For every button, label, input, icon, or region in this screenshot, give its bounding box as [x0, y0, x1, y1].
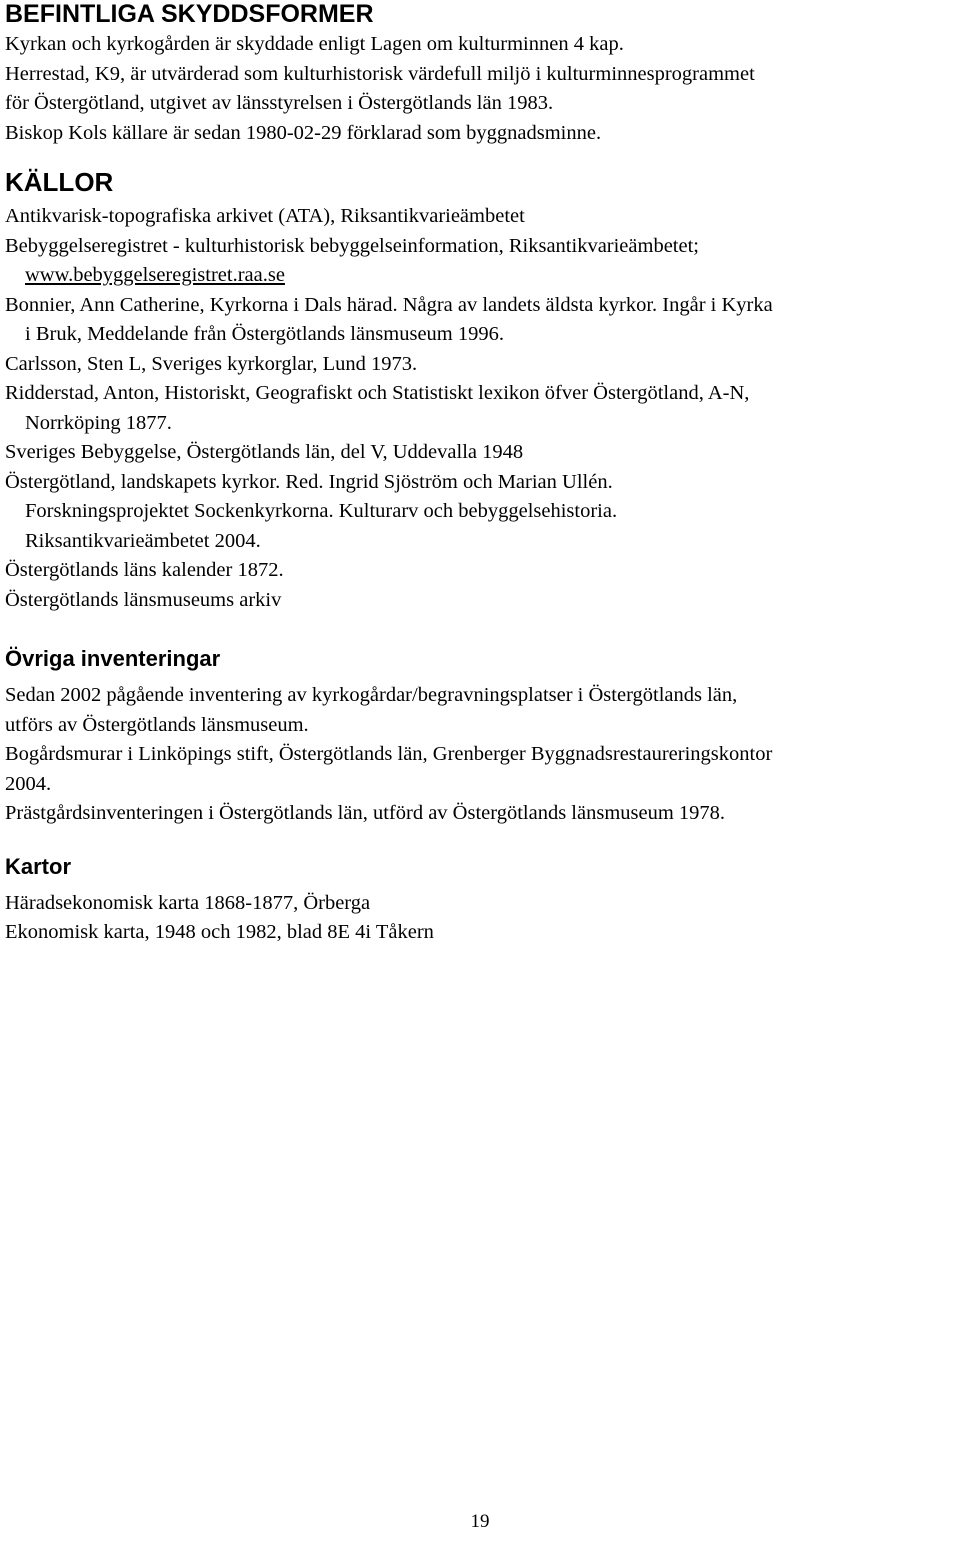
heading-ovriga-inventeringar: Övriga inventeringar [5, 646, 221, 671]
source-lans-kalender: Östergötlands läns kalender 1872. [5, 559, 284, 581]
heading-kallor: KÄLLOR [5, 167, 114, 197]
heading-befintliga-skyddsformer: BEFINTLIGA SKYDDSFORMER [5, 0, 374, 28]
document-page [5, 0, 955, 948]
source-ridderstad-2: Norrköping 1877. [25, 411, 172, 434]
source-bebyggelseregistret: Bebyggelseregistret - kulturhistorisk bebyggelseinformation, Riksantikvarieämbetet; [5, 234, 699, 257]
page-number: 19 [470, 1511, 490, 1532]
source-bonnier-2: i Bruk, Meddelande från Östergötlands länsmuseum 1996. [25, 323, 505, 345]
source-bonnier-1: Bonnier, Ann Catherine, Kyrkorna i Dals härad. Några av landets äldsta kyrkor. Ingår i Kyrka [5, 293, 773, 316]
source-ostergotland-1: Östergötland, landskapets kyrkor. Red. Ingrid Sjöström och Marian Ullén. [5, 470, 613, 493]
source-sveriges-bebyggelse: Sveriges Bebyggelse, Östergötlands län, del V, Uddevalla 1948 [5, 441, 524, 463]
ovriga-line-3: Bogårdsmurar i Linköpings stift, Östergötlands län, Grenberger Byggnadsrestaureringskontor [5, 743, 773, 765]
source-carlsson: Carlsson, Sten L, Sveriges kyrkorglar, Lund 1973. [5, 352, 418, 375]
source-ridderstad-1: Ridderstad, Anton, Historiskt, Geografiskt och Statistiskt lexikon öfver Östergötland, A-N, [5, 382, 750, 404]
skydd-line-4: Biskop Kols källare är sedan 1980-02-29 förklarad som byggnadsminne. [5, 121, 602, 144]
source-lansmuseums-arkiv: Östergötlands länsmuseums arkiv [5, 588, 282, 611]
skydd-line-1: Kyrkan och kyrkogården är skyddade enligt Lagen om kulturminnen 4 kap. [5, 33, 624, 55]
ovriga-line-1: Sedan 2002 pågående inventering av kyrkogårdar/begravningsplatser i Östergötlands län, [5, 684, 738, 706]
section-befintliga-skyddsformer [5, 0, 955, 148]
source-ostergotland-3: Riksantikvarieämbetet 2004. [25, 529, 261, 552]
ovriga-line-2: utförs av Östergötlands länsmuseum. [5, 713, 309, 736]
heading-kartor: Kartor [5, 853, 72, 879]
skydd-line-3: för Östergötland, utgivet av länsstyrelsen i Östergötlands län 1983. [5, 92, 554, 114]
skydd-line-2: Herrestad, K9, är utvärderad som kulturhistorisk värdefull miljö i kulturminnesprogrammet [5, 62, 755, 85]
bebyggelseregistret-link[interactable]: www.bebyggelseregistret.raa.se [25, 264, 285, 286]
source-ostergotland-2: Forskningsprojektet Sockenkyrkorna. Kulturarv och bebyggelsehistoria. [25, 500, 618, 522]
ovriga-line-5: Prästgårdsinventeringen i Östergötlands län, utförd av Östergötlands länsmuseum 1978. [5, 802, 726, 824]
source-bebyggelseregistret-url [5, 261, 955, 291]
section-ovriga-inventeringar [5, 645, 955, 829]
section-kartor [5, 853, 955, 948]
kartor-line-1: Häradsekonomisk karta 1868-1877, Örberga [5, 891, 371, 914]
section-kallor [5, 168, 955, 615]
kartor-line-2: Ekonomisk karta, 1948 och 1982, blad 8E 4i Tåkern [5, 921, 434, 943]
ovriga-line-4: 2004. [5, 772, 52, 795]
source-ata: Antikvarisk-topografiska arkivet (ATA), Riksantikvarieämbetet [5, 205, 525, 227]
